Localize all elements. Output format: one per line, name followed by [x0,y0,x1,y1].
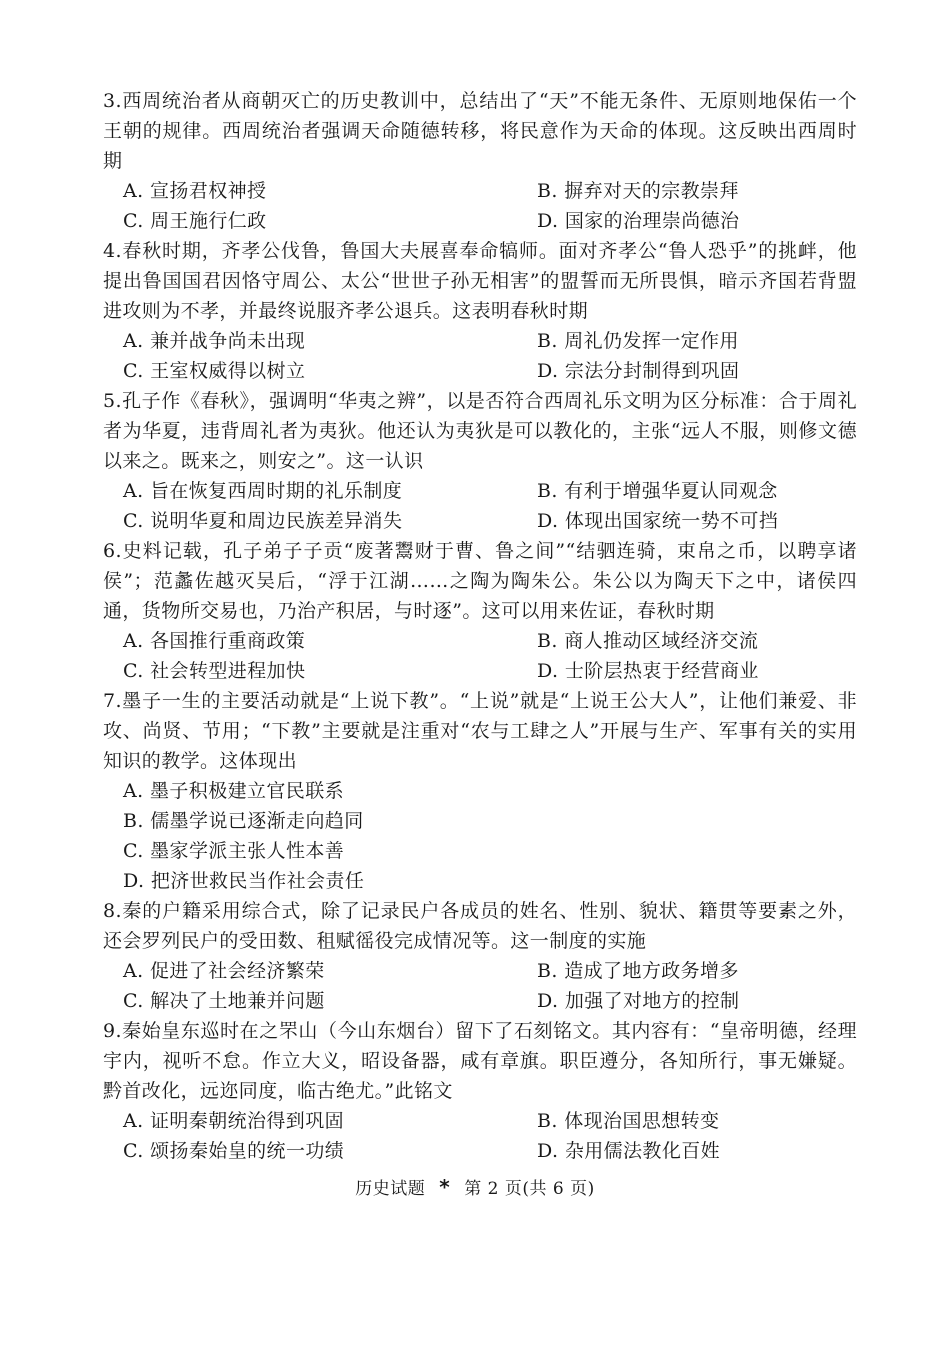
option-d: D. 宗法分封制得到巩固 [537,360,740,382]
question-6 [103,536,857,686]
option-list [103,776,857,896]
option-grid [103,326,857,386]
option-grid [103,176,857,236]
option-a: A. 证明秦朝统治得到巩固 [123,1110,345,1132]
option-grid [103,626,857,686]
option-c: C. 墨家学派主张人性本善 [123,840,345,862]
footer-subject: 历史试题 [355,1179,426,1199]
option-b: B. 体现治国思想转变 [537,1110,720,1132]
question-7 [103,686,857,896]
question-stem: 5.孔子作《春秋》，强调明“华夷之辨”，以是否符合西周礼乐文明为区分标准：合于周礼者为华夏，违背周礼者为夷狄。他还认为夷狄是可以教化的，主张“远人不服，则修文德以来之。既来之，则安之”。这一认识 [103,390,857,472]
option-d: D. 士阶层热衷于经营商业 [537,660,759,682]
question-stem: 3.西周统治者从商朝灭亡的历史教训中，总结出了“天”不能无条件、无原则地保佑一个王朝的规律。西周统治者强调天命随德转移，将民意作为天命的体现。这反映出西周时期 [103,90,857,172]
option-c: C. 颂扬秦始皇的统一功绩 [123,1140,345,1162]
question-4 [103,236,857,386]
option-a: A. 促进了社会经济繁荣 [123,960,325,982]
option-a: A. 兼并战争尚未出现 [123,330,306,352]
option-grid [103,476,857,536]
option-a: A. 墨子积极建立官民联系 [123,780,345,802]
page-footer [0,1175,950,1201]
option-b: B. 摒弃对天的宗教崇拜 [537,180,739,202]
option-d: D. 体现出国家统一势不可挡 [537,510,779,532]
footer-page-number: 第 2 页(共 6 页) [464,1179,595,1199]
option-b: B. 有利于增强华夏认同观念 [537,480,778,502]
option-b: B. 儒墨学说已逐渐走向趋同 [123,810,364,832]
option-grid [103,1106,857,1166]
option-d: D. 杂用儒法教化百姓 [537,1140,721,1162]
option-c: C. 周王施行仁政 [123,210,267,232]
question-5 [103,386,857,536]
option-c: C. 解决了土地兼并问题 [123,990,325,1012]
question-stem: 9.秦始皇东巡时在之罘山（今山东烟台）留下了石刻铭文。其内容有：“皇帝明德，经理宇内，视听不怠。作立大义，昭设备器，咸有章旗。职臣遵分，各知所行，事无嫌疑。黔首改化，远迩同度，临古绝尤。”此铭文 [103,1020,857,1102]
option-c: C. 王室权威得以树立 [123,360,306,382]
option-b: B. 造成了地方政务增多 [537,960,739,982]
question-stem: 7.墨子一生的主要活动就是“上说下教”。“上说”就是“上说王公大人”，让他们兼爱、非攻、尚贤、节用；“下教”主要就是注重对“农与工肆之人”开展与生产、军事有关的实用知识的教学。这体现出 [103,690,857,772]
question-8 [103,896,857,1016]
option-a: A. 旨在恢复西周时期的礼乐制度 [123,480,403,502]
question-stem: 6.史料记载，孔子弟子子贡“废著鬻财于曹、鲁之间”“结驷连骑，束帛之币，以聘享诸侯”；范蠡佐越灭吴后，“浮于江湖……之陶为陶朱公。朱公以为陶天下之中，诸侯四通，货物所交易也，乃治产积居，与时逐”。这可以用来佐证，春秋时期 [103,540,857,622]
question-list [103,86,857,1166]
option-c: C. 社会转型进程加快 [123,660,306,682]
option-c: C. 说明华夏和周边民族差异消失 [123,510,403,532]
option-a: A. 各国推行重商政策 [123,630,306,652]
option-d: D. 把济世救民当作社会责任 [123,870,365,892]
question-9 [103,1016,857,1166]
option-grid [103,956,857,1016]
question-3 [103,86,857,236]
option-b: B. 商人推动区域经济交流 [537,630,759,652]
option-d: D. 国家的治理崇尚德治 [537,210,740,232]
option-b: B. 周礼仍发挥一定作用 [537,330,739,352]
question-stem: 4.春秋时期，齐孝公伐鲁，鲁国大夫展喜奉命犒师。面对齐孝公“鲁人恐乎”的挑衅，他提出鲁国国君因恪守周公、太公“世世子孙无相害”的盟誓而无所畏惧，暗示齐国若背盟进攻则为不孝，并最终说服齐孝公退兵。这表明春秋时期 [103,240,857,322]
star-icon: * [439,1175,451,1199]
question-stem: 8.秦的户籍采用综合式，除了记录民户各成员的姓名、性别、貌状、籍贯等要素之外，还会罗列民户的受田数、租赋徭役完成情况等。这一制度的实施 [103,900,857,952]
option-d: D. 加强了对地方的控制 [537,990,740,1012]
option-a: A. 宣扬君权神授 [123,180,267,202]
